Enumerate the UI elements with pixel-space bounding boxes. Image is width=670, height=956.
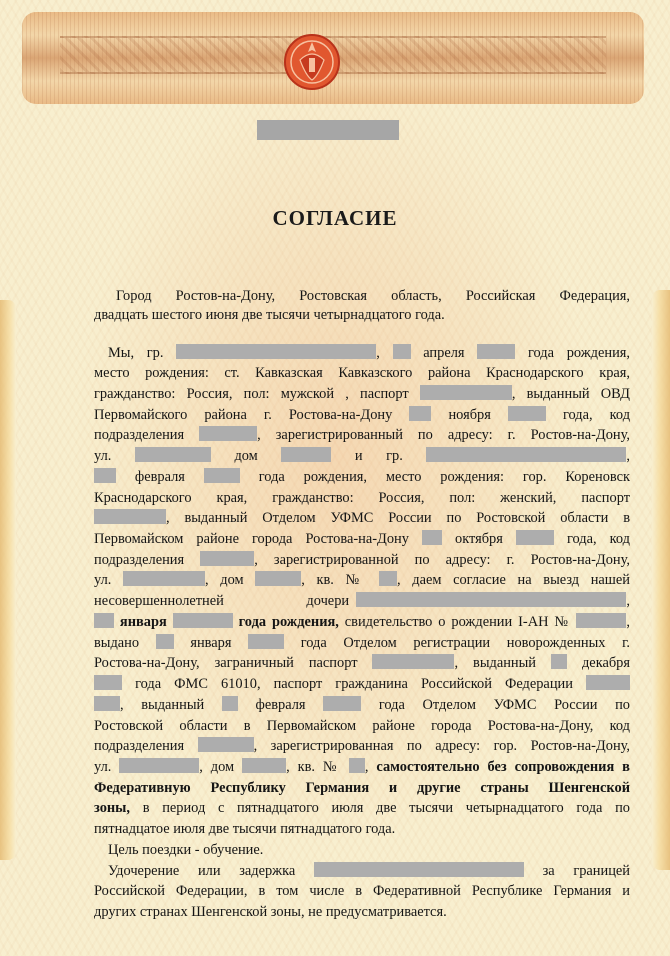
text-line: , выданный февраля года Отделом УФМС России по [94, 695, 630, 715]
redacted-block [199, 426, 257, 441]
text-line: Цель поездки - обучение. [108, 841, 264, 858]
redacted-block [349, 758, 365, 773]
text-line: подразделения , зарегистрированной по адресу: г. Ростов-на-Дону, [94, 551, 630, 568]
redacted-block [551, 654, 567, 669]
text-line: года ФМС 61010, паспорт гражданина Российской Федерации [94, 674, 630, 694]
redacted-block [372, 654, 454, 669]
redacted-block [119, 758, 199, 773]
document-title: СОГЛАСИЕ [272, 206, 398, 230]
text-line: января года рождения, свидетельство о рождении I-АН № , [94, 612, 630, 632]
text-line: Город Ростов-на-Дону, Ростовская область, Российская Федерация, [116, 288, 630, 304]
text-line: Краснодарского края, гражданство: Россия, пол: женский, паспорт [94, 489, 630, 506]
text-line: Первомайского района г. Ростова-на-Дону ноября года, код [94, 406, 631, 423]
text-line: подразделения , зарегистрированный по адресу: г. Ростов-на-Дону, [94, 427, 630, 444]
redacted-block [477, 344, 515, 359]
redacted-block [379, 571, 397, 586]
redacted-block [135, 447, 211, 462]
redacted-block [242, 758, 286, 773]
redacted-block [586, 675, 630, 690]
redacted-block [409, 406, 431, 421]
redacted-block [422, 530, 442, 545]
redacted-block [323, 696, 361, 711]
text-line: Российской Федерации, в том числе в Федеративной Республике Германия и [94, 883, 630, 900]
redacted-block [516, 530, 554, 545]
redacted-document-number [257, 120, 399, 140]
text-line: февраля года рождения, место рождения: гор. Кореновск [94, 467, 630, 487]
redacted-block [200, 551, 254, 566]
redacted-block [173, 613, 233, 628]
redacted-block [94, 613, 114, 628]
redacted-block [198, 737, 254, 752]
redacted-block [393, 344, 411, 359]
text-line: зоны, в период с пятнадцатого июля две тысячи четырнадцатого года по [94, 800, 630, 817]
text-line: ул. , дом , кв. № , даем согласие на выезд нашей [94, 572, 630, 589]
text-line: Ростова-на-Дону, заграничный паспорт , выданный декабря [94, 655, 630, 672]
redacted-block [426, 447, 626, 462]
redacted-block [94, 675, 122, 690]
text-line: выдано января года Отделом регистрации новорожденных г. [94, 634, 630, 651]
text-line: место рождения: ст. Кавказская Кавказского района Краснодарского края, [94, 365, 630, 382]
redacted-block [508, 406, 546, 421]
blank-space [231, 592, 299, 607]
text-line: других странах Шенгенской зоны, не предусматривается. [94, 904, 447, 920]
redacted-block [94, 696, 120, 711]
redacted-block [255, 571, 301, 586]
redacted-block [94, 468, 116, 483]
redacted-block [156, 634, 174, 649]
text-line: подразделения , зарегистрированная по адресу: гор. Ростов-на-Дону, [94, 738, 630, 755]
scroll-edge-left [0, 300, 16, 860]
text-line: Удочерение или задержка за границей [108, 862, 630, 879]
scroll-edge-right [652, 290, 670, 870]
text-line: несовершеннолетней дочери , [94, 593, 630, 610]
redacted-block [123, 571, 205, 586]
redacted-block [248, 634, 284, 649]
redacted-block [314, 862, 524, 877]
text-line: Мы, гр. , апреля года рождения, [108, 344, 631, 361]
redacted-block [420, 385, 512, 400]
text-line: Ростовской области в Первомайском районе города Ростова-на-Дону, код [94, 717, 630, 734]
redacted-block [222, 696, 238, 711]
notary-emblem-icon [282, 30, 342, 92]
text-line: ул. , дом , кв. № , самостоятельно без сопровождения в [94, 758, 630, 775]
text-line: , выданный Отделом УФМС России по Ростовской области в [94, 508, 630, 528]
redacted-block [356, 592, 626, 607]
redacted-block [94, 509, 166, 524]
text-line: гражданство: Россия, пол: мужской , паспорт , выданный ОВД [94, 385, 630, 402]
text-line: Первомайском районе города Ростова-на-Дону октября года, код [94, 531, 630, 547]
redacted-block [176, 344, 376, 359]
redacted-block [281, 447, 331, 462]
text-line: пятнадцатое июля две тысячи пятнадцатого года. [94, 821, 396, 838]
text-line: двадцать шестого июня две тысячи четырнадцатого года. [94, 306, 445, 323]
text-line: ул. дом и гр. , [94, 448, 630, 465]
redacted-block [204, 468, 240, 483]
text-line: Федеративную Республику Германия и другие страны Шенгенской [94, 779, 630, 796]
redacted-block [576, 613, 626, 628]
